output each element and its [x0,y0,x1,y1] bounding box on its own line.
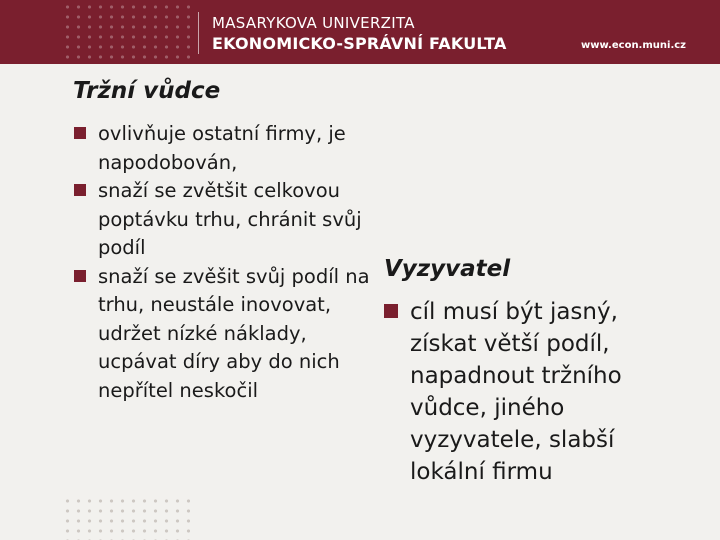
list-item [74,263,374,406]
faculty-name: EKONOMICKO-SPRÁVNÍ FAKULTA [212,34,507,53]
left-bullet-list [74,120,374,405]
bullet-text: cíl musí být jasný, získat větší podíl, napadnout tržního vůdce, jiného vyzyvatele, slabší lokální firmu [410,299,622,485]
list-item [74,120,374,177]
right-bullet-list [384,296,654,488]
header-divider [198,12,199,54]
square-bullet-icon [74,127,86,139]
bullet-text: snaží se zvěšit svůj podíl na trhu, neustále inovovat, udržet nízké náklady, ucpávat díry aby do nich nepřítel neskočil [98,264,370,402]
footer-dot-pattern [62,496,190,540]
list-item [74,177,374,263]
bullet-text: ovlivňuje ostatní firmy, je napodobován, [98,122,346,174]
bullet-text: snaží se zvětšit celkovou poptávku trhu, chránit svůj podíl [98,179,362,259]
university-name: MASARYKOVA UNIVERZITA [212,14,415,32]
square-bullet-icon [74,184,86,196]
list-item [384,296,654,488]
section-heading: Vyzyvatel [384,256,511,282]
site-url[interactable]: www.econ.muni.cz [580,40,686,51]
slide-title: Tržní vůdce [73,78,221,104]
header-banner [0,0,720,64]
square-bullet-icon [384,304,398,318]
logo-dot-pattern [62,2,190,64]
square-bullet-icon [74,270,86,282]
